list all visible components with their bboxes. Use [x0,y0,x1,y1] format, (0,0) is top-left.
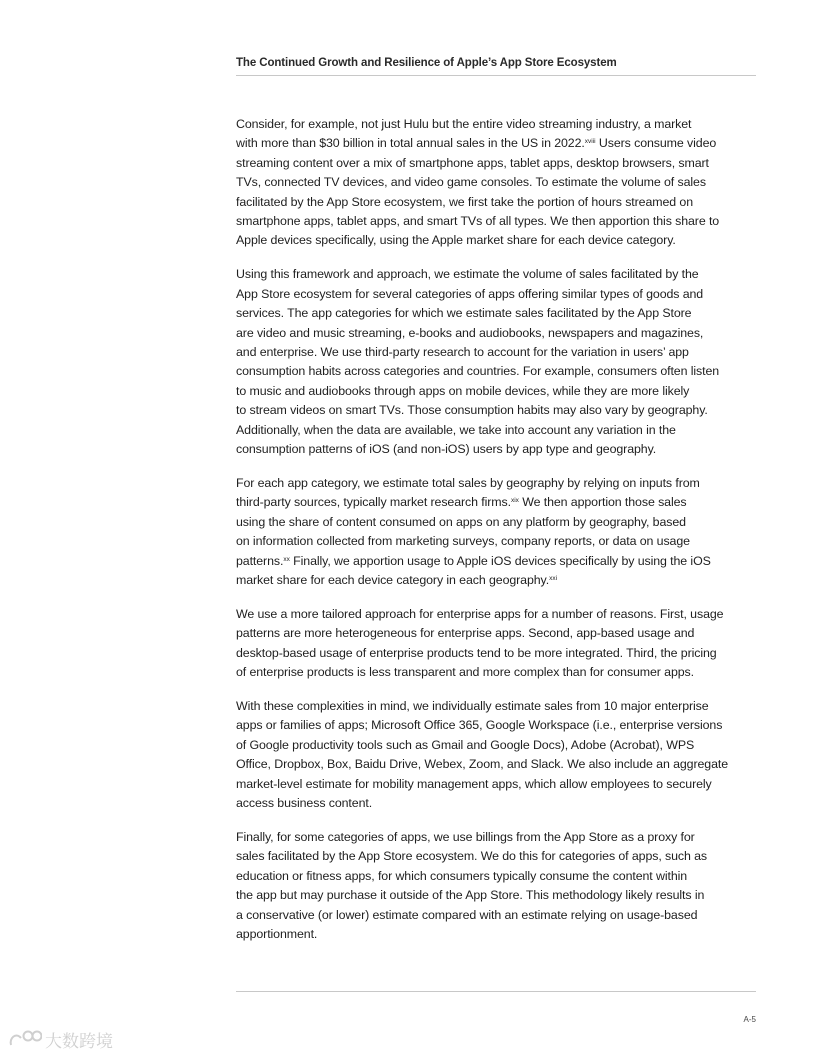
text-line [236,173,756,192]
text-line [236,886,756,905]
text-line [236,231,756,250]
line-text: to music and audiobooks through apps on mobile devices, while they are more likely [236,383,690,398]
text-line [236,624,756,643]
line-text: apportionment. [236,926,318,941]
text-line [236,212,756,231]
text-line [236,115,756,134]
text-line [236,605,756,624]
text-line [236,847,756,866]
line-text: with more than $30 billion in total annual sales in the US in 2022. [236,136,585,151]
text-line [236,755,756,774]
line-text: consumption habits across categories and countries. For example, consumers often listen [236,364,720,379]
line-text: third-party sources, typically market research firms. [236,495,511,510]
text-line [236,382,756,401]
line-text: the app but may purchase it outside of the App Store. This methodology likely results in [236,888,705,903]
line-text: For each app category, we estimate total sales by geography by relying on inputs from [236,475,700,490]
text-line [236,644,756,663]
line-text: consumption patterns of iOS (and non-iOS) users by app type and geography. [236,442,657,456]
text-line [236,285,756,304]
line-text: using the share of content consumed on apps on any platform by geography, based [236,514,686,529]
text-line [236,362,756,381]
line-text: With these complexities in mind, we individually estimate sales from 10 major enterprise [236,698,709,713]
line-text: Additionally, when the data are available, we take into account any variation in the [236,422,676,437]
paragraph [236,828,756,944]
line-text: Using this framework and approach, we estimate the volume of sales facilitated by the [236,267,699,282]
body-text [236,115,756,959]
text-line [236,474,756,493]
text-line [236,401,756,420]
text-line [236,324,756,343]
logo-icon [8,1030,42,1050]
line-text: sales facilitated by the App Store ecosystem. We do this for categories of apps, such as [236,849,708,864]
line-text: and enterprise. We use third-party research to account for the variation in users’ app [236,344,689,359]
text-line [236,794,756,813]
text-line [236,134,756,153]
line-text: Apple devices specifically, using the Apple market share for each device category. [236,233,676,248]
line-text: services. The app categories for which we estimate sales facilitated by the App Store [236,306,692,321]
line-text: market-level estimate for mobility management apps, which allow employees to securely [236,776,712,791]
text-line [236,906,756,925]
line-text: We use a more tailored approach for enterprise apps for a number of reasons. First, usage [236,606,724,621]
page-number: A-5 [743,1015,756,1024]
paragraph [236,474,756,590]
header-divider [236,75,756,76]
text-line [236,304,756,323]
text-line [236,154,756,173]
text-line [236,440,756,459]
paragraph [236,605,756,683]
paragraph [236,115,756,251]
text-line [236,493,756,512]
text-line [236,925,756,944]
paragraph [236,697,756,813]
text-line [236,343,756,362]
watermark [8,1027,113,1052]
line-text: App Store ecosystem for several categories of apps offering similar types of goods and [236,286,704,301]
text-line [236,775,756,794]
line-text: desktop-based usage of enterprise products tend to be more integrated. Third, the pricing [236,645,717,660]
footnote-ref[interactable]: xx [283,555,290,563]
paragraph [236,265,756,459]
line-text: patterns. [236,553,284,568]
line-text: of enterprise products is less transparent and more complex than for consumer apps. [236,665,694,680]
line-text: smartphone apps, tablet apps, and smart TVs of all types. We then apportion this share to [236,214,720,229]
text-line [236,697,756,716]
text-line [236,265,756,284]
footer-divider [236,991,756,992]
text-line [236,532,756,551]
text-line [236,421,756,440]
line-text: Office, Dropbox, Box, Baidu Drive, Webex, Zoom, and Slack. We also include an aggregate [236,757,729,772]
line-text: apps or families of apps; Microsoft Office 365, Google Workspace (i.e., enterprise versions [236,718,723,733]
text-line [236,736,756,755]
text-line [236,867,756,886]
line-text: Consider, for example, not just Hulu but the entire video streaming industry, a market [236,117,692,131]
line-text: streaming content over a mix of smartphone apps, tablet apps, desktop browsers, smart [236,155,709,170]
line-text: access business content. [236,796,373,810]
line-text-continued: Finally, we apportion usage to Apple iOS devices specifically by using the iOS [289,553,711,568]
page-header-title: The Continued Growth and Resilience of Apple’s App Store Ecosystem [236,57,617,69]
line-text: education or fitness apps, for which consumers typically consume the content within [236,868,688,883]
text-line [236,663,756,682]
watermark-text: 大数跨境 [45,1032,113,1051]
line-text: of Google productivity tools such as Gmail and Google Docs), Adobe (Acrobat), WPS [236,737,695,752]
text-line [236,828,756,847]
text-line [236,193,756,212]
footnote-ref[interactable]: xviii [584,138,596,146]
text-line [236,716,756,735]
text-line [236,571,756,590]
text-line [236,552,756,571]
line-text: patterns are more heterogeneous for enterprise apps. Second, app-based usage and [236,626,695,641]
line-text: a conservative (or lower) estimate compared with an estimate relying on usage-based [236,907,698,922]
line-text: on information collected from marketing surveys, company reports, or data on usage [236,534,690,549]
text-line [236,513,756,532]
line-text: are video and music streaming, e-books and audiobooks, newspapers and magazines, [236,325,704,340]
line-text: facilitated by the App Store ecosystem, we first take the portion of hours streamed on [236,194,693,209]
footnote-ref[interactable]: xxi [549,574,558,582]
line-text: Finally, for some categories of apps, we use billings from the App Store as a proxy for [236,829,695,844]
line-text: market share for each device category in each geography. [236,572,550,587]
line-text: TVs, connected TV devices, and video game consoles. To estimate the volume of sales [236,175,706,190]
footnote-ref[interactable]: xix [510,497,519,505]
line-text: to stream videos on smart TVs. Those consumption habits may also vary by geography. [236,403,708,418]
line-text-continued: Users consume video [595,136,717,151]
line-text-continued: We then apportion those sales [518,495,687,510]
